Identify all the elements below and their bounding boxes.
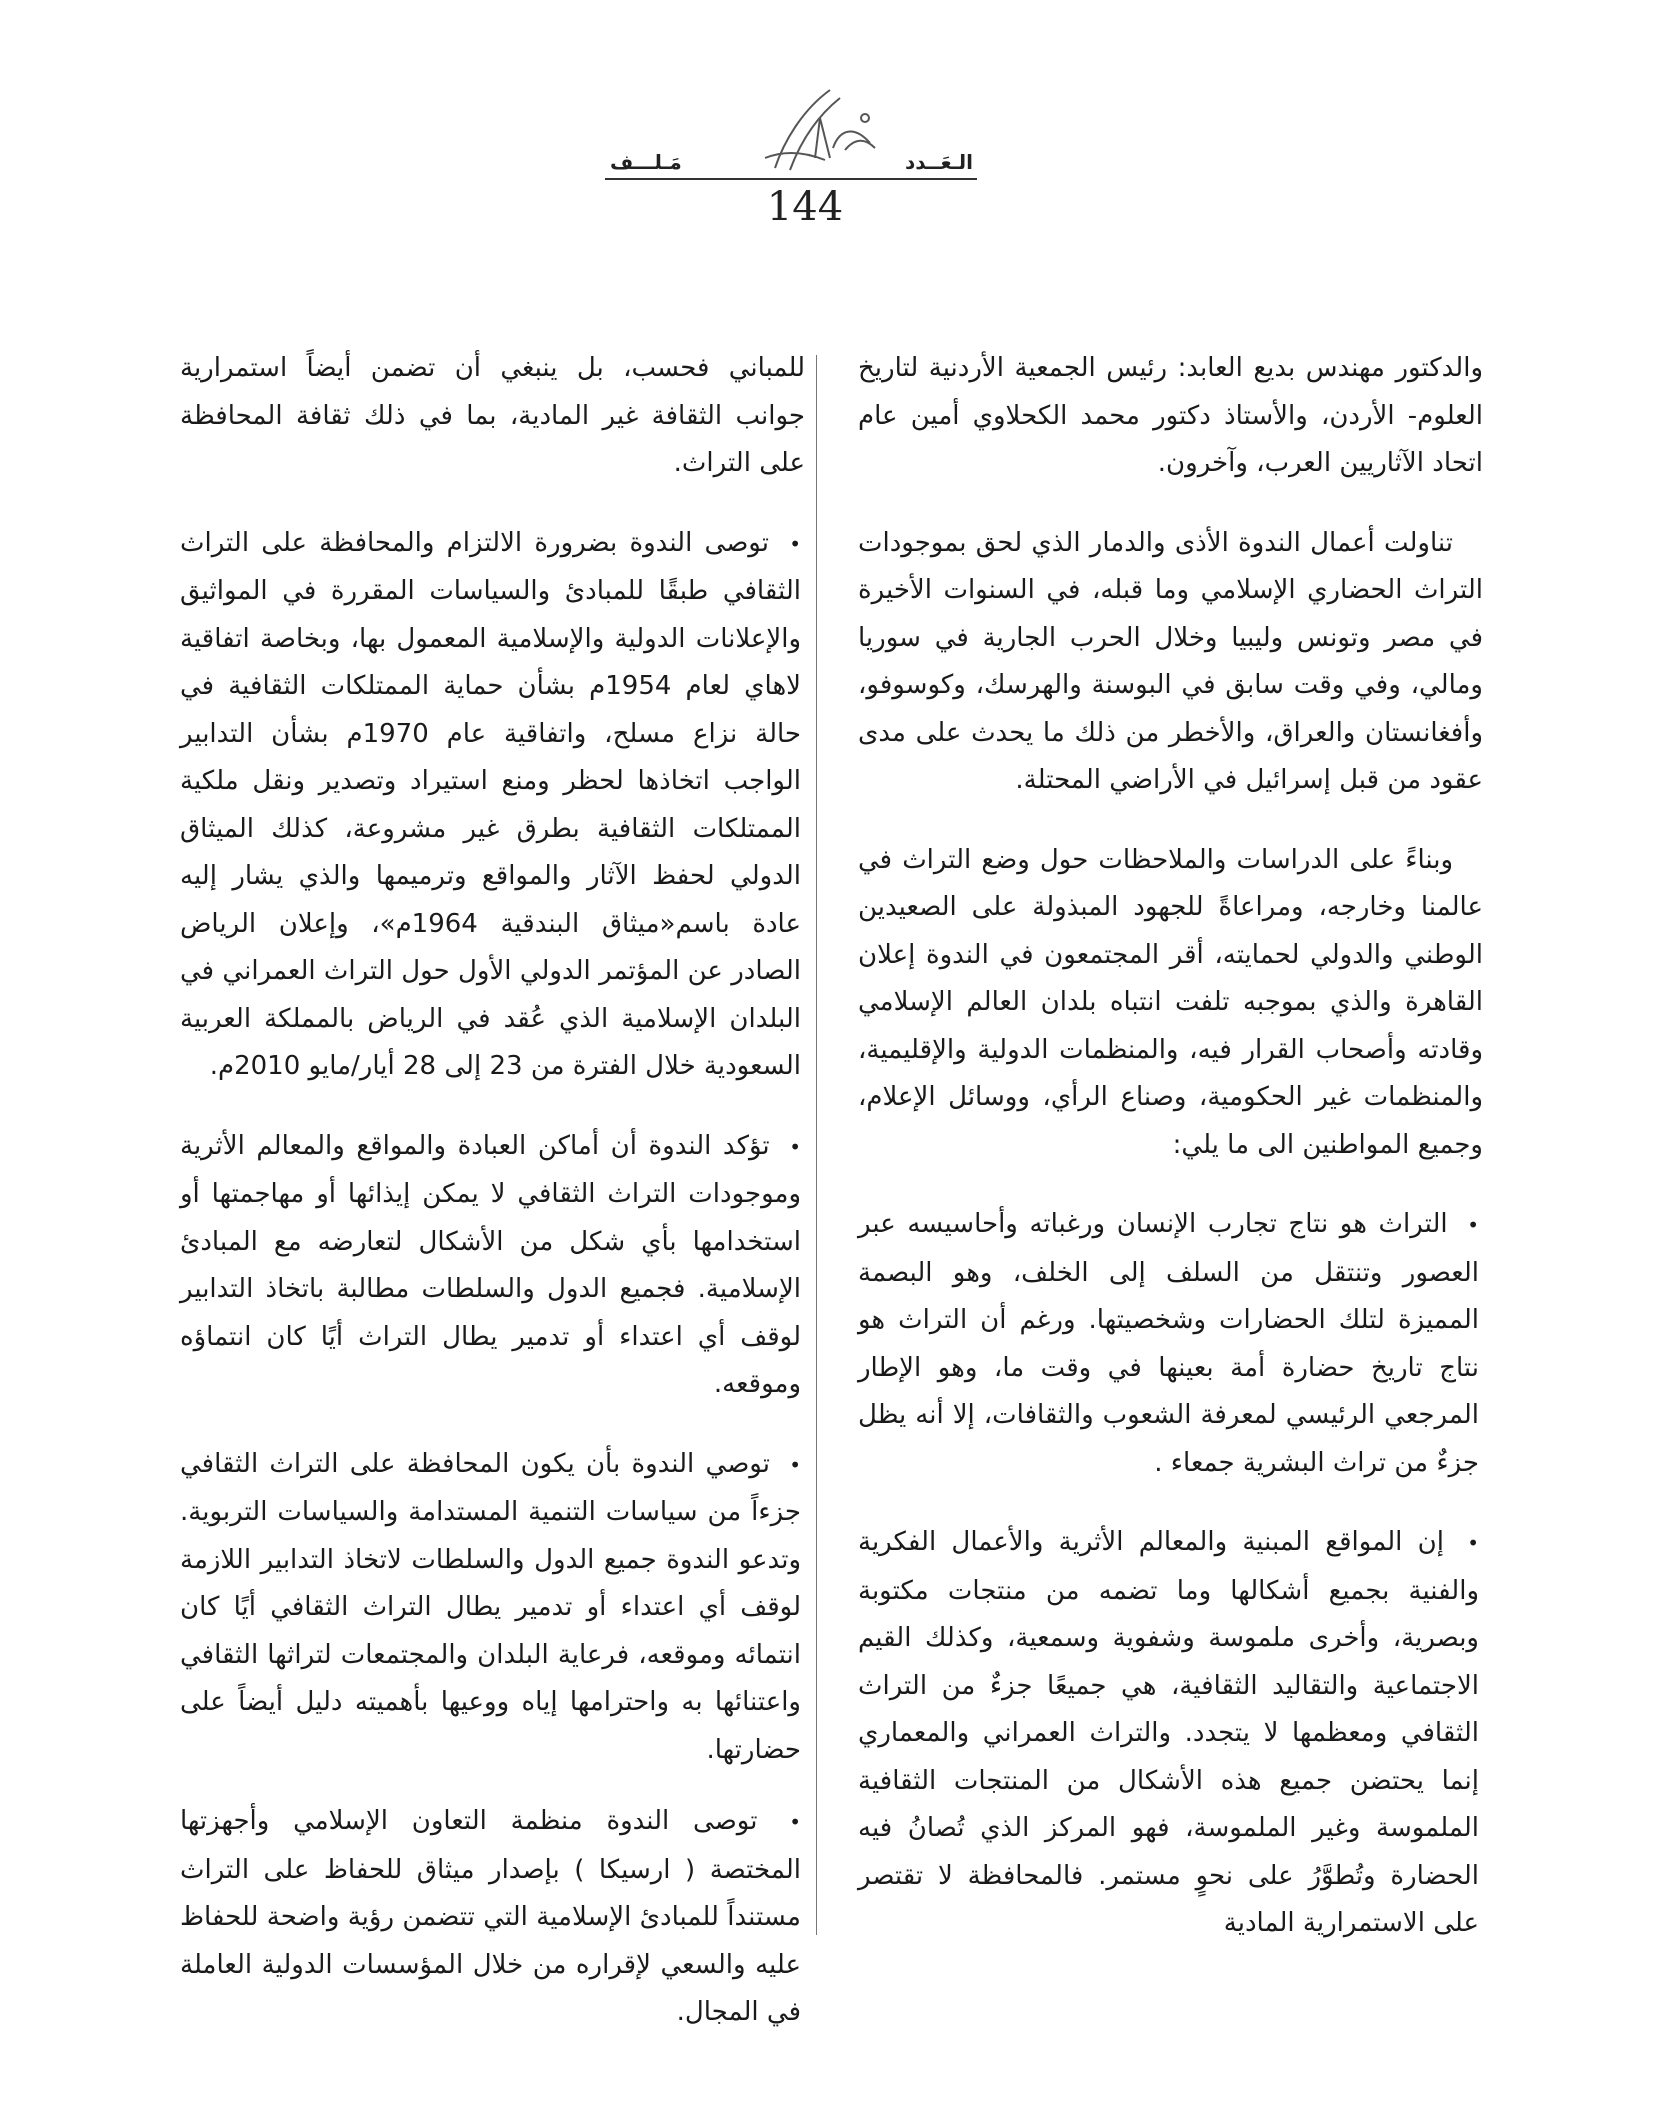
bullet-item (180, 1441, 805, 1775)
bullet-item (180, 1123, 805, 1409)
right-column (858, 345, 1483, 1948)
section-label-issue: الـعَــدد (905, 150, 973, 174)
paragraph-cairo-declaration: وبناءً على الدراسات والملاحظات حول وضع التراث في عالمنا وخارجه، ومراعاةً للجهود المبذولة على الصعيدين الوطني والدولي لحمايته، أقر المجتمعون في الندوة إعلان القاهرة والذي بموجبه تلفت انتباه بلدان العالم الإسلامي وقادته وأصحاب القرار فيه، والمنظمات الدولية والإقليمية، والمنظمات غير الحكومية، وصناع الرأي، ووسائل الإعلام، وجميع المواطنين الى ما يلي: (858, 844, 1483, 1160)
bullet-text: تؤكد الندوة أن أماكن العبادة والمواقع والمعالم الأثرية وموجودات التراث الثقافي لا يمكن إيذائها أو مهاجمتها أو استخدامها بأي شكل من الأشكال لتعارضه مع المبادئ الإسلامية. فجميع الدول والسلطات مطالبة باتخاذ التدابير لوقف أي اعتداء أو تدمير يطال التراث أيًا كان انتماؤه وموقعه. (180, 1130, 801, 1399)
paragraph-damage: تناولت أعمال الندوة الأذى والدمار الذي لحق بموجودات التراث الحضاري الإسلامي وما قبله، في السنوات الأخيرة في مصر وتونس وليبيا وخلال الحرب الجارية في سوريا ومالي، وفي وقت سابق في البوسنة والهرسك، وكوسوفو، وأفغانستان والعراق، والأخطر من ذلك ما يحدث على مدى عقود من قبل إسرائيل في الأراضي المحتلة. (858, 527, 1483, 795)
section-label-file: مَـلـــف (610, 150, 682, 174)
left-column (180, 345, 805, 2037)
bullet-text: توصى الندوة بضرورة الالتزام والمحافظة على التراث الثقافي طبقًا للمبادئ والسياسات المقررة في المواثيق والإعلانات الدولية والإسلامية المعمول بها، وبخاصة اتفاقية لاهاي لعام 1954م بشأن حماية الممتلكات الثقافية في حالة نزاع مسلح، واتفاقية عام 1970م بشأن التدابير الواجب اتخاذها لحظر ومنع استيراد وتصدير ونقل ملكية الممتلكات الثقافية بطرق غير مشروعة، كذلك الميثاق الدولي لحفظ الآثار والمواقع وترميمها والذي يشار إليه عادة باسم«ميثاق البندقية 1964م»، وإعلان الرياض الصادر عن المؤتمر الدولي الأول حول التراث العمراني في البلدان الإسلامية الذي عُقد في الرياض بالمملكة العربية السعودية خلال الفترة من 23 إلى 28 أيار/مايو 2010م. (180, 527, 801, 1081)
header-rule (605, 178, 977, 180)
bullet-icon: • (789, 531, 802, 556)
column-divider (816, 355, 817, 1935)
paragraph-continuation: للمباني فحسب، بل ينبغي أن تضمن أيضاً استمرارية جوانب الثقافة غير المادية، بما في ذلك ثقافة المحافظة على التراث. (180, 353, 805, 478)
bullet-item (858, 1519, 1483, 1948)
bullet-text: توصي الندوة بأن يكون المحافظة على التراث الثقافي جزءاً من سياسات التنمية المستدامة والسياسات التربوية. وتدعو الندوة جميع الدول والسلطات لاتخاذ التدابير اللازمة لوقف أي اعتداء أو تدمير يطال التراث الثقافي أيًا كان انتمائه وموقعه، فرعاية البلدان والمجتمعات لتراثها الثقافي واعتنائها به واحترامها إياه ووعيها بأهميته دليل أيضاً على حضارتها. (180, 1448, 801, 1765)
bullet-icon: • (1467, 1531, 1479, 1555)
bullet-text: توصى الندوة منظمة التعاون الإسلامي وأجهزتها المختصة ( ارسيكا ) بإصدار ميثاق للحفاظ على التراث مستنداً للمبادئ الإسلامية التي تتضمن رؤية واضحة للحفاظ عليه والسعي لإقراره من خلال المؤسسات الدولية العاملة في المجال. (180, 1806, 801, 2027)
bullet-icon: • (1467, 1213, 1479, 1237)
bullet-item (180, 1798, 805, 2037)
bullet-item (858, 1201, 1483, 1487)
bullet-text: إن المواقع المبنية والمعالم الأثرية والأعمال الفكرية والفنية بجميع أشكالها وما تضمه من منتجات مكتوبة وبصرية، وأخرى ملموسة وشفوية وسمعية، وكذلك القيم الاجتماعية والتقاليد الثقافية، هي جميعًا جزءٌ من التراث الثقافي ومعظمها لا يتجدد. والتراث العمراني والمعماري إنما يحتضن جميع هذه الأشكال من المنتجات الثقافية الملموسة وغير الملموسة، فهو المركز الذي تُصانُ فيه الحضارة وتُطوَّرُ على نحوٍ مستمر. فالمحافظة لا تقتصر على الاستمرارية المادية (858, 1527, 1479, 1938)
bullet-icon: • (789, 1134, 801, 1159)
page-number: 144 (766, 184, 844, 230)
bullet-item (180, 520, 805, 1091)
afkar-logo-icon (745, 88, 905, 178)
page-header (0, 0, 1654, 240)
bullet-icon: • (789, 1810, 802, 1834)
bullet-icon: • (789, 1452, 802, 1477)
paragraph-participants: والدكتور مهندس بديع العابد: رئيس الجمعية الأردنية لتاريخ العلوم- الأردن، والأستاذ دكتور محمد الكحلاوي أمين عام اتحاد الآثاريين العرب، وآخرون. (858, 353, 1483, 478)
bullet-text: التراث هو نتاج تجارب الإنسان ورغباته وأحاسيسه عبر العصور وتنتقل من السلف إلى الخلف، وهو البصمة المميزة لتلك الحضارات وشخصيتها. ورغم أن التراث هو نتاج تاريخ حضارة أمة بعينها في وقت ما، وهو الإطار المرجعي الرئيسي لمعرفة الشعوب والثقافات، إلا أنه يظل جزءٌ من تراث البشرية جمعاء . (858, 1209, 1479, 1478)
